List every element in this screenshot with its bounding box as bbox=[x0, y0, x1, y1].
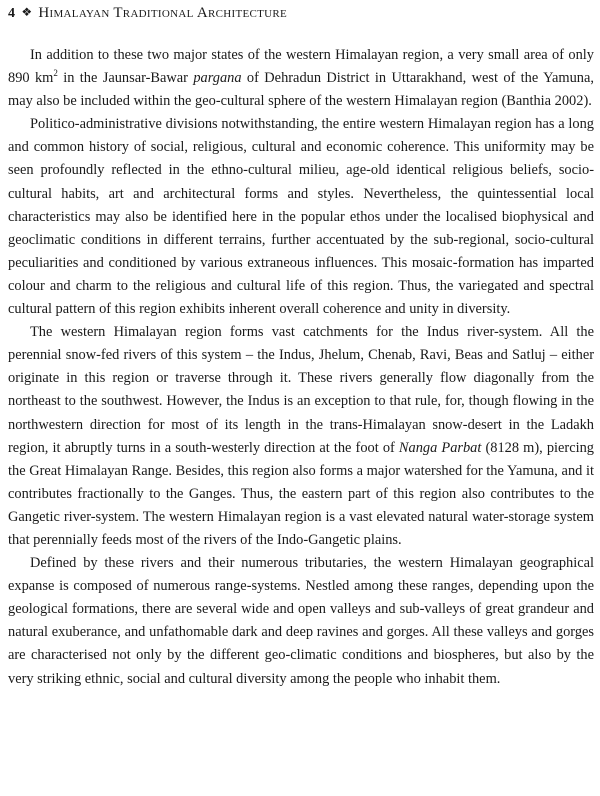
paragraph-2: Politico-administrative divisions notwithstanding, the entire western Himalayan region has a long and common history of social, religious, cultural and economic coherence. This uniformity may be seen profoundly reflected in the ethno-cultural milieu, age-old identical religious beliefs, socio-cultural habits, art and architectural forms and styles. Nevertheless, the quintessential local characteristics may also be identified here in the popular ethos under the localised biophysical and geoclimatic conditions in different terrains, further accentuated by the sub-regional, socio-cultural peculiarities and conditioned by various extraneous influences. This mosaic-formation has imparted colour and charm to the religious and cultural life of this region. Thus, the variegated and spectral cultural pattern of this region exhibits inherent overall coherence and unity in diversity. bbox=[8, 116, 594, 318]
paragraph-3-text-a: The western Himalayan region forms vast catchments for the Indus river-system. All the perennial snow-fed rivers of this system – the Indus, Jhelum, Chenab, Ravi, Beas and Satluj – either originate in this region or traverse through it. These rivers generally flow diagonally from the northeast to the southwest. However, the Indus is an exception to that rule, for, though flowing in the northwestern direction for most of its length in the trans-Himalayan snow-desert in the Ladakh region, it abruptly turns in a south-westerly direction at the foot of bbox=[8, 324, 594, 456]
nanga-parbat-term: Nanga Parbat bbox=[398, 439, 482, 456]
paragraph-1 bbox=[8, 44, 594, 113]
paragraph-1-text-a: In addition to these two major states of the western Himalayan region, a very small area of only 890 km bbox=[8, 47, 594, 87]
diamond-ornament-icon: ❖ bbox=[21, 5, 33, 19]
area-superscript: 2 bbox=[53, 68, 58, 79]
pargana-term: pargana bbox=[193, 70, 242, 87]
running-head bbox=[8, 4, 594, 24]
paragraph-3-text-b: (8128 m), piercing the Great Himalayan Range. Besides, this region also forms a major watershed for the Yamuna, and it contributes fractionally to the Ganges. Thus, the eastern part of this region also contributes to the Gangetic river-system. The western Himalayan region is a vast elevated natural water-storage system that perennially feeds most of the rivers of the Indo-Gangetic plains. bbox=[8, 439, 595, 548]
paragraph-4: Defined by these rivers and their numerous tributaries, the western Himalayan geographical expanse is composed of numerous range-systems. Nestled among these ranges, depending upon the geological formations, there are several wide and open valleys and sub-valleys of great grandeur and natural exuberance, and unfathomable dark and deep ravines and gorges. All these valleys and gorges are characterised not only by the different geo-climatic conditions and biospheres, but also by the very striking ethnic, social and cultural diversity among the people who inhabit them. bbox=[8, 555, 594, 687]
body-text bbox=[8, 44, 594, 691]
paragraph-3 bbox=[8, 321, 594, 552]
running-head-title: Himalayan Traditional Architecture bbox=[38, 5, 288, 21]
paragraph-1-text-b: in the Jaunsar-Bawar bbox=[57, 70, 194, 87]
paragraph-1-text-c: of Dehradun District in Uttarakhand, west of the Yamuna, may also be included within the geo-cultural sphere of the western Himalayan region (Banthia 2002). bbox=[8, 70, 594, 110]
page-number: 4 bbox=[8, 6, 16, 21]
